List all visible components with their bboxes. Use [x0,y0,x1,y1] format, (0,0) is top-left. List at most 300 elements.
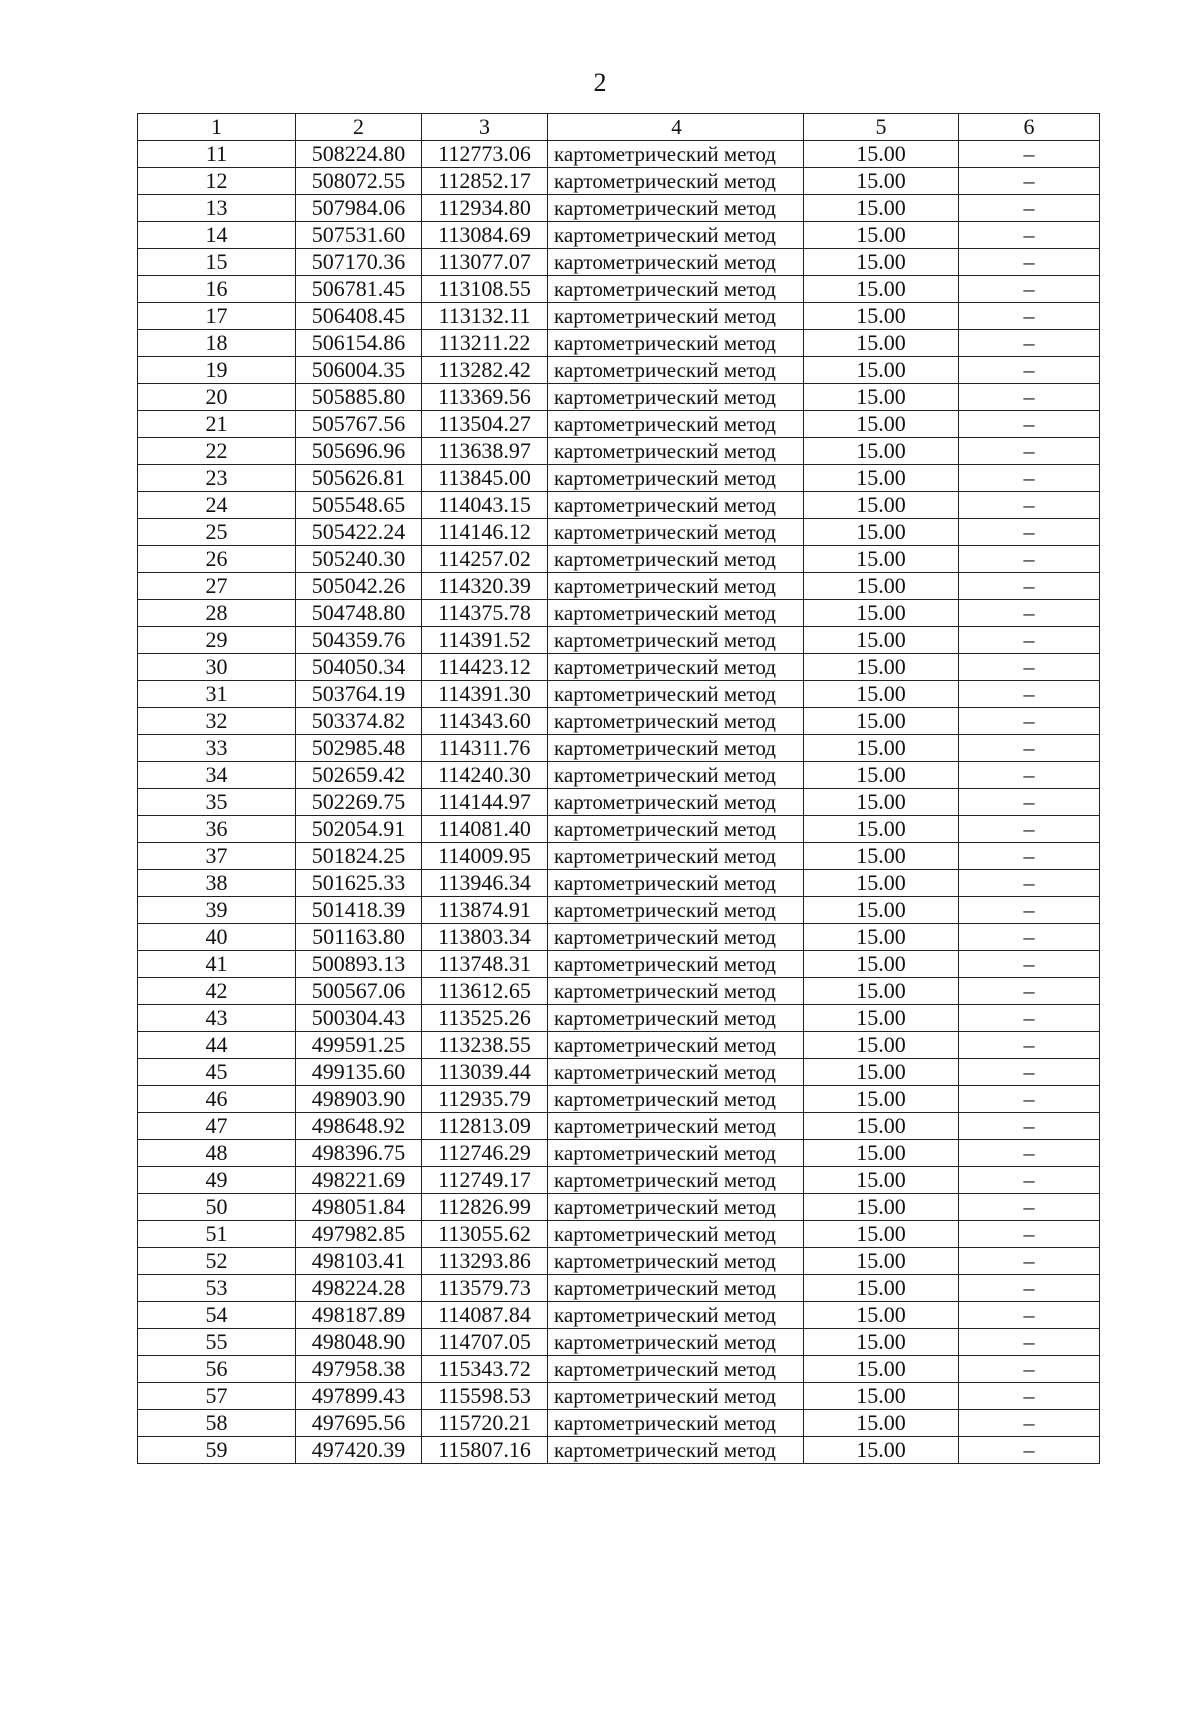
method-cell: картометрический метод [548,249,804,276]
table-row [138,1086,1100,1113]
accuracy-cell: 15.00 [804,843,959,870]
note-cell: – [959,1167,1100,1194]
x-coordinate-cell: 498648.92 [296,1113,422,1140]
point-number-cell: 29 [138,627,296,654]
point-number-cell: 18 [138,330,296,357]
note-cell: – [959,1329,1100,1356]
note-cell: – [959,1275,1100,1302]
y-coordinate-cell: 114257.02 [422,546,548,573]
x-coordinate-cell: 503374.82 [296,708,422,735]
point-number-cell: 30 [138,654,296,681]
note-cell: – [959,492,1100,519]
accuracy-cell: 15.00 [804,654,959,681]
note-cell: – [959,600,1100,627]
table-row [138,519,1100,546]
point-number-cell: 12 [138,168,296,195]
accuracy-cell: 15.00 [804,762,959,789]
accuracy-cell: 15.00 [804,1275,959,1302]
y-coordinate-cell: 113369.56 [422,384,548,411]
point-number-cell: 27 [138,573,296,600]
y-coordinate-cell: 113077.07 [422,249,548,276]
table-row [138,816,1100,843]
method-cell: картометрический метод [548,330,804,357]
note-cell: – [959,1356,1100,1383]
method-cell: картометрический метод [548,384,804,411]
table-row [138,1032,1100,1059]
point-number-cell: 50 [138,1194,296,1221]
accuracy-cell: 15.00 [804,627,959,654]
table-row [138,1167,1100,1194]
y-coordinate-cell: 112773.06 [422,141,548,168]
table-row [138,1410,1100,1437]
coordinates-table [137,113,1100,1464]
column-header-6: 6 [959,114,1100,141]
point-number-cell: 59 [138,1437,296,1464]
point-number-cell: 11 [138,141,296,168]
x-coordinate-cell: 502985.48 [296,735,422,762]
y-coordinate-cell: 113748.31 [422,951,548,978]
point-number-cell: 15 [138,249,296,276]
point-number-cell: 47 [138,1113,296,1140]
method-cell: картометрический метод [548,141,804,168]
point-number-cell: 34 [138,762,296,789]
note-cell: – [959,816,1100,843]
note-cell: – [959,1221,1100,1248]
y-coordinate-cell: 113039.44 [422,1059,548,1086]
point-number-cell: 20 [138,384,296,411]
accuracy-cell: 15.00 [804,330,959,357]
table-row [138,384,1100,411]
y-coordinate-cell: 112746.29 [422,1140,548,1167]
x-coordinate-cell: 498187.89 [296,1302,422,1329]
x-coordinate-cell: 500304.43 [296,1005,422,1032]
x-coordinate-cell: 499591.25 [296,1032,422,1059]
column-header-2: 2 [296,114,422,141]
y-coordinate-cell: 113108.55 [422,276,548,303]
note-cell: – [959,303,1100,330]
note-cell: – [959,168,1100,195]
method-cell: картометрический метод [548,870,804,897]
accuracy-cell: 15.00 [804,870,959,897]
table-row [138,708,1100,735]
method-cell: картометрический метод [548,654,804,681]
accuracy-cell: 15.00 [804,1221,959,1248]
method-cell: картометрический метод [548,1059,804,1086]
y-coordinate-cell: 112934.80 [422,195,548,222]
accuracy-cell: 15.00 [804,1248,959,1275]
x-coordinate-cell: 505696.96 [296,438,422,465]
method-cell: картометрический метод [548,924,804,951]
method-cell: картометрический метод [548,762,804,789]
point-number-cell: 51 [138,1221,296,1248]
point-number-cell: 45 [138,1059,296,1086]
table-row [138,330,1100,357]
table-row [138,249,1100,276]
point-number-cell: 40 [138,924,296,951]
note-cell: – [959,1194,1100,1221]
y-coordinate-cell: 114146.12 [422,519,548,546]
point-number-cell: 17 [138,303,296,330]
point-number-cell: 19 [138,357,296,384]
y-coordinate-cell: 115807.16 [422,1437,548,1464]
point-number-cell: 57 [138,1383,296,1410]
table-row [138,924,1100,951]
point-number-cell: 44 [138,1032,296,1059]
point-number-cell: 55 [138,1329,296,1356]
accuracy-cell: 15.00 [804,1032,959,1059]
table-row [138,1005,1100,1032]
x-coordinate-cell: 498103.41 [296,1248,422,1275]
method-cell: картометрический метод [548,1086,804,1113]
accuracy-cell: 15.00 [804,1167,959,1194]
x-coordinate-cell: 502054.91 [296,816,422,843]
point-number-cell: 31 [138,681,296,708]
note-cell: – [959,1140,1100,1167]
note-cell: – [959,654,1100,681]
accuracy-cell: 15.00 [804,681,959,708]
x-coordinate-cell: 499135.60 [296,1059,422,1086]
accuracy-cell: 15.00 [804,195,959,222]
column-header-3: 3 [422,114,548,141]
x-coordinate-cell: 505548.65 [296,492,422,519]
y-coordinate-cell: 114043.15 [422,492,548,519]
x-coordinate-cell: 508072.55 [296,168,422,195]
method-cell: картометрический метод [548,195,804,222]
x-coordinate-cell: 497899.43 [296,1383,422,1410]
method-cell: картометрический метод [548,1248,804,1275]
accuracy-cell: 15.00 [804,897,959,924]
y-coordinate-cell: 113612.65 [422,978,548,1005]
table-row [138,1356,1100,1383]
table-row [138,141,1100,168]
y-coordinate-cell: 113211.22 [422,330,548,357]
accuracy-cell: 15.00 [804,1005,959,1032]
x-coordinate-cell: 497958.38 [296,1356,422,1383]
method-cell: картометрический метод [548,951,804,978]
table-row [138,438,1100,465]
accuracy-cell: 15.00 [804,1383,959,1410]
x-coordinate-cell: 508224.80 [296,141,422,168]
point-number-cell: 49 [138,1167,296,1194]
table-row [138,465,1100,492]
y-coordinate-cell: 113845.00 [422,465,548,492]
point-number-cell: 41 [138,951,296,978]
accuracy-cell: 15.00 [804,357,959,384]
point-number-cell: 16 [138,276,296,303]
table-row [138,762,1100,789]
accuracy-cell: 15.00 [804,816,959,843]
point-number-cell: 13 [138,195,296,222]
method-cell: картометрический метод [548,1221,804,1248]
x-coordinate-cell: 498396.75 [296,1140,422,1167]
note-cell: – [959,708,1100,735]
method-cell: картометрический метод [548,1329,804,1356]
x-coordinate-cell: 507984.06 [296,195,422,222]
y-coordinate-cell: 114081.40 [422,816,548,843]
x-coordinate-cell: 506154.86 [296,330,422,357]
y-coordinate-cell: 112935.79 [422,1086,548,1113]
note-cell: – [959,1005,1100,1032]
accuracy-cell: 15.00 [804,249,959,276]
method-cell: картометрический метод [548,1032,804,1059]
y-coordinate-cell: 112826.99 [422,1194,548,1221]
y-coordinate-cell: 114144.97 [422,789,548,816]
note-cell: – [959,222,1100,249]
y-coordinate-cell: 113803.34 [422,924,548,951]
y-coordinate-cell: 113238.55 [422,1032,548,1059]
point-number-cell: 22 [138,438,296,465]
point-number-cell: 38 [138,870,296,897]
y-coordinate-cell: 113282.42 [422,357,548,384]
x-coordinate-cell: 504748.80 [296,600,422,627]
accuracy-cell: 15.00 [804,438,959,465]
x-coordinate-cell: 497420.39 [296,1437,422,1464]
accuracy-cell: 15.00 [804,465,959,492]
note-cell: – [959,789,1100,816]
x-coordinate-cell: 505422.24 [296,519,422,546]
point-number-cell: 46 [138,1086,296,1113]
table-row [138,303,1100,330]
table-row [138,1221,1100,1248]
note-cell: – [959,438,1100,465]
accuracy-cell: 15.00 [804,222,959,249]
accuracy-cell: 15.00 [804,1086,959,1113]
note-cell: – [959,1410,1100,1437]
table-row [138,1329,1100,1356]
table-row [138,951,1100,978]
accuracy-cell: 15.00 [804,600,959,627]
accuracy-cell: 15.00 [804,1437,959,1464]
method-cell: картометрический метод [548,1356,804,1383]
table-row [138,1248,1100,1275]
method-cell: картометрический метод [548,1140,804,1167]
accuracy-cell: 15.00 [804,276,959,303]
table-row [138,222,1100,249]
method-cell: картометрический метод [548,978,804,1005]
table-row [138,1437,1100,1464]
x-coordinate-cell: 498224.28 [296,1275,422,1302]
method-cell: картометрический метод [548,897,804,924]
point-number-cell: 36 [138,816,296,843]
method-cell: картометрический метод [548,1167,804,1194]
y-coordinate-cell: 112813.09 [422,1113,548,1140]
point-number-cell: 48 [138,1140,296,1167]
x-coordinate-cell: 502659.42 [296,762,422,789]
method-cell: картометрический метод [548,1410,804,1437]
point-number-cell: 28 [138,600,296,627]
point-number-cell: 54 [138,1302,296,1329]
table-row [138,411,1100,438]
method-cell: картометрический метод [548,303,804,330]
table-row [138,492,1100,519]
accuracy-cell: 15.00 [804,141,959,168]
method-cell: картометрический метод [548,465,804,492]
y-coordinate-cell: 114375.78 [422,600,548,627]
method-cell: картометрический метод [548,519,804,546]
y-coordinate-cell: 114391.30 [422,681,548,708]
method-cell: картометрический метод [548,1383,804,1410]
y-coordinate-cell: 115720.21 [422,1410,548,1437]
y-coordinate-cell: 114240.30 [422,762,548,789]
x-coordinate-cell: 498221.69 [296,1167,422,1194]
table-row [138,600,1100,627]
method-cell: картометрический метод [548,1302,804,1329]
x-coordinate-cell: 505885.80 [296,384,422,411]
point-number-cell: 56 [138,1356,296,1383]
x-coordinate-cell: 507170.36 [296,249,422,276]
x-coordinate-cell: 504050.34 [296,654,422,681]
x-coordinate-cell: 507531.60 [296,222,422,249]
method-cell: картометрический метод [548,168,804,195]
y-coordinate-cell: 114707.05 [422,1329,548,1356]
note-cell: – [959,276,1100,303]
method-cell: картометрический метод [548,1113,804,1140]
note-cell: – [959,1032,1100,1059]
point-number-cell: 58 [138,1410,296,1437]
method-cell: картометрический метод [548,573,804,600]
table-body [138,141,1100,1464]
point-number-cell: 42 [138,978,296,1005]
note-cell: – [959,978,1100,1005]
x-coordinate-cell: 501824.25 [296,843,422,870]
point-number-cell: 37 [138,843,296,870]
note-cell: – [959,897,1100,924]
method-cell: картометрический метод [548,357,804,384]
table-row [138,546,1100,573]
note-cell: – [959,1437,1100,1464]
method-cell: картометрический метод [548,1194,804,1221]
accuracy-cell: 15.00 [804,1113,959,1140]
method-cell: картометрический метод [548,708,804,735]
point-number-cell: 21 [138,411,296,438]
y-coordinate-cell: 113874.91 [422,897,548,924]
note-cell: – [959,951,1100,978]
x-coordinate-cell: 501625.33 [296,870,422,897]
x-coordinate-cell: 500567.06 [296,978,422,1005]
x-coordinate-cell: 500893.13 [296,951,422,978]
method-cell: картометрический метод [548,681,804,708]
note-cell: – [959,1086,1100,1113]
accuracy-cell: 15.00 [804,1302,959,1329]
table-row [138,1302,1100,1329]
table-row [138,168,1100,195]
accuracy-cell: 15.00 [804,1410,959,1437]
note-cell: – [959,546,1100,573]
accuracy-cell: 15.00 [804,1059,959,1086]
x-coordinate-cell: 503764.19 [296,681,422,708]
x-coordinate-cell: 497695.56 [296,1410,422,1437]
point-number-cell: 32 [138,708,296,735]
y-coordinate-cell: 113946.34 [422,870,548,897]
table-row [138,1140,1100,1167]
note-cell: – [959,519,1100,546]
method-cell: картометрический метод [548,438,804,465]
y-coordinate-cell: 115343.72 [422,1356,548,1383]
y-coordinate-cell: 112852.17 [422,168,548,195]
table-row [138,843,1100,870]
accuracy-cell: 15.00 [804,924,959,951]
note-cell: – [959,762,1100,789]
method-cell: картометрический метод [548,1437,804,1464]
column-header-4: 4 [548,114,804,141]
note-cell: – [959,1302,1100,1329]
accuracy-cell: 15.00 [804,384,959,411]
point-number-cell: 25 [138,519,296,546]
method-cell: картометрический метод [548,411,804,438]
note-cell: – [959,1113,1100,1140]
accuracy-cell: 15.00 [804,1140,959,1167]
method-cell: картометрический метод [548,735,804,762]
note-cell: – [959,357,1100,384]
point-number-cell: 26 [138,546,296,573]
note-cell: – [959,870,1100,897]
x-coordinate-cell: 498903.90 [296,1086,422,1113]
y-coordinate-cell: 113504.27 [422,411,548,438]
table-row [138,735,1100,762]
x-coordinate-cell: 506781.45 [296,276,422,303]
table-row [138,1383,1100,1410]
note-cell: – [959,141,1100,168]
point-number-cell: 53 [138,1275,296,1302]
note-cell: – [959,924,1100,951]
table-row [138,627,1100,654]
accuracy-cell: 15.00 [804,1329,959,1356]
accuracy-cell: 15.00 [804,519,959,546]
x-coordinate-cell: 506004.35 [296,357,422,384]
table-row [138,357,1100,384]
y-coordinate-cell: 114311.76 [422,735,548,762]
table-row [138,654,1100,681]
method-cell: картометрический метод [548,843,804,870]
accuracy-cell: 15.00 [804,1356,959,1383]
method-cell: картометрический метод [548,1005,804,1032]
table-row [138,897,1100,924]
accuracy-cell: 15.00 [804,1194,959,1221]
table-header-row [138,114,1100,141]
note-cell: – [959,681,1100,708]
y-coordinate-cell: 112749.17 [422,1167,548,1194]
x-coordinate-cell: 501418.39 [296,897,422,924]
x-coordinate-cell: 498051.84 [296,1194,422,1221]
table-row [138,573,1100,600]
x-coordinate-cell: 505042.26 [296,573,422,600]
y-coordinate-cell: 113525.26 [422,1005,548,1032]
accuracy-cell: 15.00 [804,951,959,978]
y-coordinate-cell: 113293.86 [422,1248,548,1275]
table-row [138,870,1100,897]
x-coordinate-cell: 506408.45 [296,303,422,330]
point-number-cell: 35 [138,789,296,816]
accuracy-cell: 15.00 [804,978,959,1005]
accuracy-cell: 15.00 [804,168,959,195]
method-cell: картометрический метод [548,1275,804,1302]
note-cell: – [959,195,1100,222]
x-coordinate-cell: 502269.75 [296,789,422,816]
table-row [138,195,1100,222]
method-cell: картометрический метод [548,222,804,249]
accuracy-cell: 15.00 [804,303,959,330]
note-cell: – [959,1248,1100,1275]
point-number-cell: 14 [138,222,296,249]
note-cell: – [959,573,1100,600]
y-coordinate-cell: 113132.11 [422,303,548,330]
point-number-cell: 43 [138,1005,296,1032]
y-coordinate-cell: 115598.53 [422,1383,548,1410]
note-cell: – [959,627,1100,654]
point-number-cell: 52 [138,1248,296,1275]
y-coordinate-cell: 114087.84 [422,1302,548,1329]
accuracy-cell: 15.00 [804,573,959,600]
